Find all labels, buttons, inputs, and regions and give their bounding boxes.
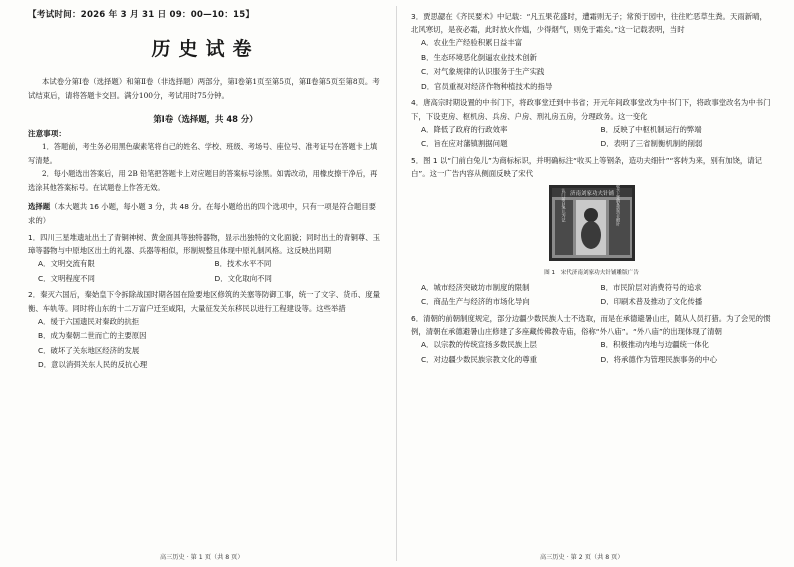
page-footer-left: 高三历史 · 第 1 页（共 8 页） — [160, 554, 244, 561]
question-1 — [28, 231, 383, 286]
right-page — [397, 0, 794, 567]
question-5 — [411, 154, 772, 310]
question-4 — [411, 96, 772, 151]
figure-header-text: 济南刘家功夫针铺 — [569, 191, 614, 198]
section-label: 选择题 — [28, 202, 51, 211]
option-b: B．反映了中枢机制运行的弊端 — [600, 124, 702, 134]
note-item: 2．每小题选出答案后，用 2B 铅笔把答题卡上对应题目的答案标号涂黑。如需改动，用橡皮擦干净后，再选涂其他答案标号。在试题卷上作答无效。 — [28, 169, 378, 192]
figure-caption: 图 1 宋代济南刘家功夫针铺雕版广告 — [544, 270, 639, 277]
advertisement-print-image — [549, 185, 635, 261]
part-one-title: 第Ⅰ卷（选择题，共 48 分） — [153, 114, 258, 124]
question-number: 3． — [411, 12, 424, 21]
option-d: D．官员重视对经济作物种植技术的指导 — [421, 81, 553, 91]
page-title: 历史试卷 — [151, 38, 260, 60]
question-3 — [411, 10, 772, 94]
option-b: B．技术水平不同 — [214, 259, 272, 269]
option-a: A．以宗教的传统宣扬多数民族上层 — [421, 340, 537, 350]
option-d: D．表明了三省制衡机制的削弱 — [600, 139, 703, 149]
option-d: D．将承德作为管理民族事务的中心 — [600, 354, 718, 364]
section-rules: （本大题共 16 小题，每小题 3 分，共 48 分。在每小题给出的四个选项中，只有一项是符合题目要求的） — [28, 202, 377, 225]
option-a: A．文明交流有限 — [38, 259, 95, 269]
option-b: B．生态环境恶化倒逼农业技术创新 — [421, 52, 537, 62]
question-stem: 四川三星堆遗址出土了青铜神树、黄金面具等独特器物，显示出独特的文化面貌；同时出土的青铜尊、玉璋等器物与中原地区出土的礼器、兵器等相似，形制规整且体现中原礼制风格。这反映出同期 — [28, 233, 381, 256]
exam-time: 【考试时间：2026 年 3 月 31 日 09：00—10：15】 — [28, 10, 255, 20]
question-stem: 秦灭六国后，秦始皇下令拆除战国时期各国在险要地区修筑的关塞等防御工事，统一了文字、货币、度量衡、车轨等。同时将山东的十二万富户迁至咸阳，大量征发关东移民以进行工程建设等。这些举措 — [28, 290, 381, 313]
exam-intro: 本试卷分第Ⅰ卷（选择题）和第Ⅱ卷（非选择题）两部分，第Ⅰ卷第1页至第5页，第Ⅱ卷第5页至第8页。考试结束后，请将答题卡交回。满分100分，考试用时75分钟。 — [28, 77, 380, 100]
note-item: 1．答题前，考生务必用黑色碳素笔将自己的姓名、学校、班级、考场号、座位号、准考证号在答题卡上填写清楚。 — [28, 142, 378, 165]
option-a: A．城市经济突破坊市制度的限制 — [421, 282, 530, 292]
option-a: A．降低了政府的行政效率 — [421, 124, 508, 134]
option-a: A．缓于六国遗民对秦政的抗拒 — [38, 316, 140, 326]
question-number: 4． — [411, 98, 424, 108]
song-needle-shop-advertisement — [544, 185, 639, 280]
question-number: 6． — [411, 313, 424, 323]
question-number: 5． — [411, 155, 424, 165]
option-b: B．积极推动内地与边疆统一体化 — [600, 340, 710, 350]
question-stem: 图 1 以“门前白兔儿”为商标标识，并明确标注“收买上等钢条，造功夫细针”“客转为来，别有加饶，请记白”。这一广告内容从侧面反映了宋代 — [411, 155, 763, 179]
figure-left-text: 认门前白兔儿为记 — [561, 188, 566, 222]
section-instructions — [28, 200, 383, 227]
question-number: 2． — [28, 290, 41, 300]
option-d: D．文化取向不同 — [214, 273, 272, 283]
question-2 — [28, 288, 383, 372]
figure-right-text: 收买上等钢条造功夫细针 — [616, 185, 621, 227]
option-c: C．文明程度不同 — [38, 273, 95, 283]
question-stem: 清朝的前朝制度规定，部分边疆少数民族人士不选取，而是在承德避暑山庄，随从人员打猎。为了会见的惯例，清朝在承德避暑山庄修建了多座藏传佛教寺庙，俗称“外八庙”。“外八庙”的出现体现了清朝 — [411, 313, 771, 336]
option-a: A．农业生产经验积累日益丰富 — [421, 38, 523, 48]
option-c: C．旨在应对藩镇割据问题 — [421, 139, 508, 149]
option-b: B．市民阶层对消费符号的追求 — [600, 282, 702, 292]
option-c: C．对气象规律的认识服务于生产实践 — [421, 67, 545, 77]
page-footer-right: 高三历史 · 第 2 页（共 8 页） — [540, 554, 624, 561]
question-6 — [411, 312, 772, 367]
option-c: C．破坏了关东地区经济的发展 — [38, 345, 140, 355]
question-number: 1． — [28, 233, 41, 242]
notes-heading: 注意事项： — [28, 129, 66, 138]
option-b: B．成为秦朝二世而亡的主要原因 — [38, 331, 147, 341]
question-stem: 贾思勰在《齐民要术》中记载：“凡五果花盛时，遭霜则无子；常预于园中，往往贮恶草生粪。天雨新晴，北风寒切，是夜必霜，此时放火作煴，少得烟气，则免于霜矣。”这一记载表明，当时 — [411, 12, 767, 35]
figure-1 — [411, 185, 772, 280]
option-c: C．对边疆少数民族宗教文化的尊重 — [421, 354, 538, 364]
option-d: D．印刷术普及推动了文化传播 — [600, 297, 703, 307]
question-stem: 唐高宗时期设置的中书门下，将政事堂迁到中书省；开元年间政事堂改为中书门下，将政事堂改名为中书门下，下设吏房、枢机房、兵房、户房、刑礼房五房，分理政务。这一变化 — [411, 98, 771, 121]
option-d: D．意以消弭关东人民的反抗心理 — [38, 360, 148, 370]
option-c: C．商品生产与经济的市场化导向 — [421, 297, 530, 307]
